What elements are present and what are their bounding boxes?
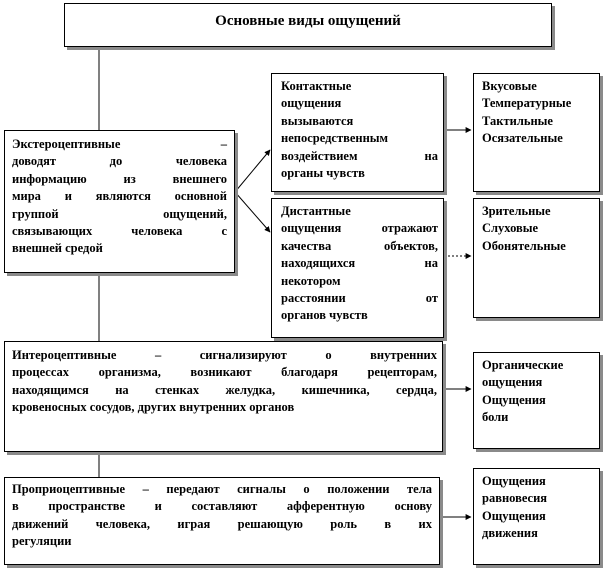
list-item: Обонятельные	[482, 238, 566, 253]
list-item: Ощущения	[482, 508, 546, 523]
proprioceptive-text: Проприоцептивные – передают сигналы о положении тела в пространстве и составляют афферентную основу движений человека, играя решающую роль в их регуляции	[12, 482, 432, 549]
list-item: Ощущения	[482, 392, 546, 407]
list-item: Вкусовые	[482, 79, 537, 93]
distant-text: Дистантные ощущения отражают качества объектов, находящихся на некотором расстоянии от органов чувств	[281, 204, 438, 323]
proprioceptive-list	[482, 473, 596, 543]
list-item: движения	[482, 526, 538, 541]
list-item: Ощущения	[482, 474, 546, 488]
list-item: Органические	[482, 358, 564, 372]
list-item: Температурные	[482, 96, 572, 111]
arrow-extero-distant	[235, 192, 270, 232]
interoceptive-text: Интероцептивные – сигнализируют о внутренних процессах организма, возникают благодаря рецепторам, находящимся на стенках желудка, кишечника, сердца, кровеносных сосудов, других внутренних органов	[12, 348, 437, 415]
list-item: Тактильные	[482, 113, 553, 128]
list-item: Осязательные	[482, 131, 563, 146]
contact-list	[482, 78, 596, 148]
distant-list	[482, 203, 596, 255]
exteroceptive-text: Экстероцептивные – доводят до человека информацию из внешнего мира и являются основной группой ощущений, связывающих человека с внешней средой	[12, 137, 227, 256]
list-item: ощущения	[482, 375, 543, 390]
diagram-title: Основные виды ощущений	[215, 13, 401, 29]
list-item: Слуховые	[482, 221, 539, 236]
arrow-extero-contact	[235, 150, 270, 192]
interoceptive-list	[482, 357, 596, 427]
list-item: Зрительные	[482, 204, 551, 218]
list-item: равновесия	[482, 491, 548, 506]
contact-text: Контактные ощущения вызываются непосредственным воздействием на органы чувств	[281, 79, 438, 181]
list-item: боли	[482, 410, 509, 425]
